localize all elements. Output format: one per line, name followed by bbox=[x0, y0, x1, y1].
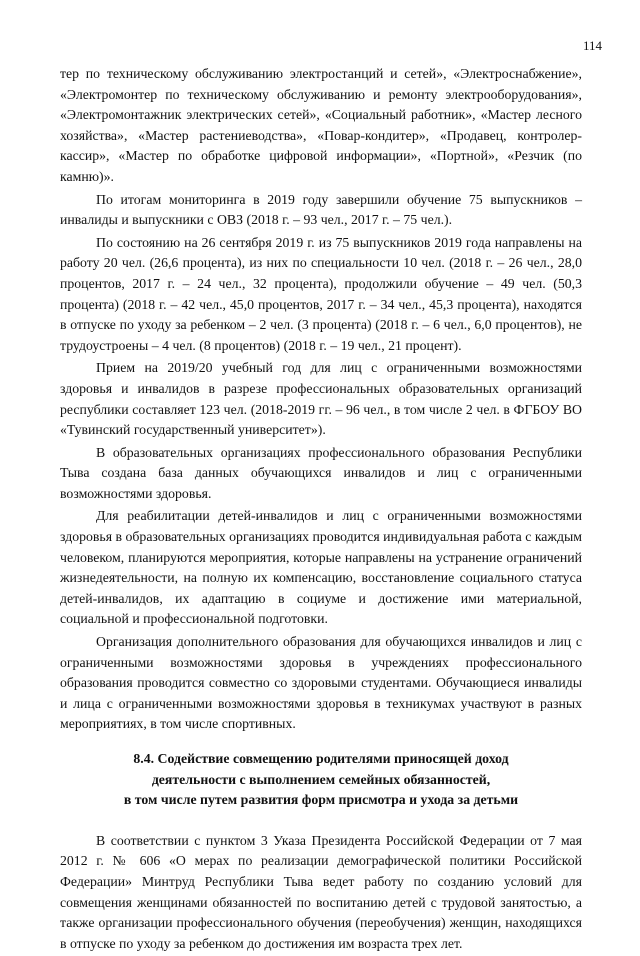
paragraph-monitoring-results: По итогам мониторинга в 2019 году завершили обучение 75 выпускников – инвалиды и выпускники с ОВЗ (2018 г. – 93 чел., 2017 г. – 75 чел.). bbox=[60, 191, 582, 228]
paragraph-database: В образовательных организациях профессионального образования Республики Тыва создана база данных обучающихся инвалидов и лиц с ограниченными возможностями здоровья. bbox=[60, 444, 582, 501]
section-heading-line: 8.4. Содействие совмещению родителями приносящей доход bbox=[133, 751, 509, 766]
page-number: 114 bbox=[582, 38, 602, 53]
paragraph-professions-list: тер по техническому обслуживанию электростанций и сетей», «Электроснабжение», «Электромонтер по техническому обслуживанию и ремонту электрооборудования», «Электромонтажник электрических сетей», «Социальный работник», «Мастер лесного хозяйства», «Мастер растениеводства», «Повар-кондитер», «Продавец, контролер-кассир», «Мастер по обработке цифровой информации», «Портной», «Резчик (по камню)». bbox=[60, 66, 582, 184]
section-heading-line: в том числе путем развития форм присмотра и ухода за детьми bbox=[123, 792, 519, 808]
section-heading-line: деятельности с выполнением семейных обязанностей, bbox=[151, 771, 491, 787]
section-heading bbox=[60, 749, 582, 811]
paragraph-employment-status: По состоянию на 26 сентября 2019 г. из 75 выпускников 2019 года направлены на работу 20 чел. (26,6 процента), из них по специальности 10 чел. (2018 г. – 26 чел., 28,0 процентов, 2017 г. – 24 чел., 32 процента), продолжили обучение – 49 чел. (50,3 процента) (2018 г. – 42 чел., 45,0 процентов, 2017 г. – 34 чел., 45,3 процента), находятся в отпуске по уходу за ребенком – 2 чел. (3 процента) (2018 г. – 6 чел., 6,0 процентов), не трудоустроены – 4 чел. (8 процентов) (2018 г. – 19 чел., 21 процент). bbox=[60, 234, 582, 353]
paragraph-admission: Прием на 2019/20 учебный год для лиц с ограниченными возможностями здоровья и инвалидов в разрезе профессиональных образовательных организаций республики составляет 123 чел. (2018-2019 гг. – 96 чел., в том числе 2 чел. в ФГБОУ ВО «Тувинский государственный университет»). bbox=[60, 360, 582, 438]
paragraph-rehabilitation: Для реабилитации детей-инвалидов и лиц с ограниченными возможностями здоровья в образовательных организациях проводится индивидуальная работа с каждым человеком, планируются мероприятия, которые направлены на устранение ограничений жизнедеятельности, на полную их компенсацию, восстановление социального статуса детей-инвалидов, их адаптацию в социуме и достижение ими материальной, социальной и профессиональной подготовки. bbox=[60, 508, 582, 627]
page-content bbox=[60, 64, 582, 956]
paragraph-additional-education: Организация дополнительного образования для обучающихся инвалидов и лиц с ограниченными возможностями здоровья в учреждениях профессионального образования проводится совместно со здоровыми студентами. Обучающиеся инвалиды и лица с ограниченными возможностями здоровья в техникумах участвуют в разных мероприятиях, в том числе спортивных. bbox=[60, 634, 582, 732]
paragraph-presidential-decree: В соответствии с пунктом 3 Указа Президента Российской Федерации от 7 мая 2012 г. № 606 «О мерах по реализации демографической политики Российской Федерации» Минтруд Республики Тыва ведет работу по созданию условий для совмещения женщинами обязанностей по воспитанию детей с трудовой занятостью, а также организации профессионального обучения (переобучения) женщин, находящихся в отпуске по уходу за ребенком до достижения им возраста трех лет. bbox=[60, 832, 582, 951]
